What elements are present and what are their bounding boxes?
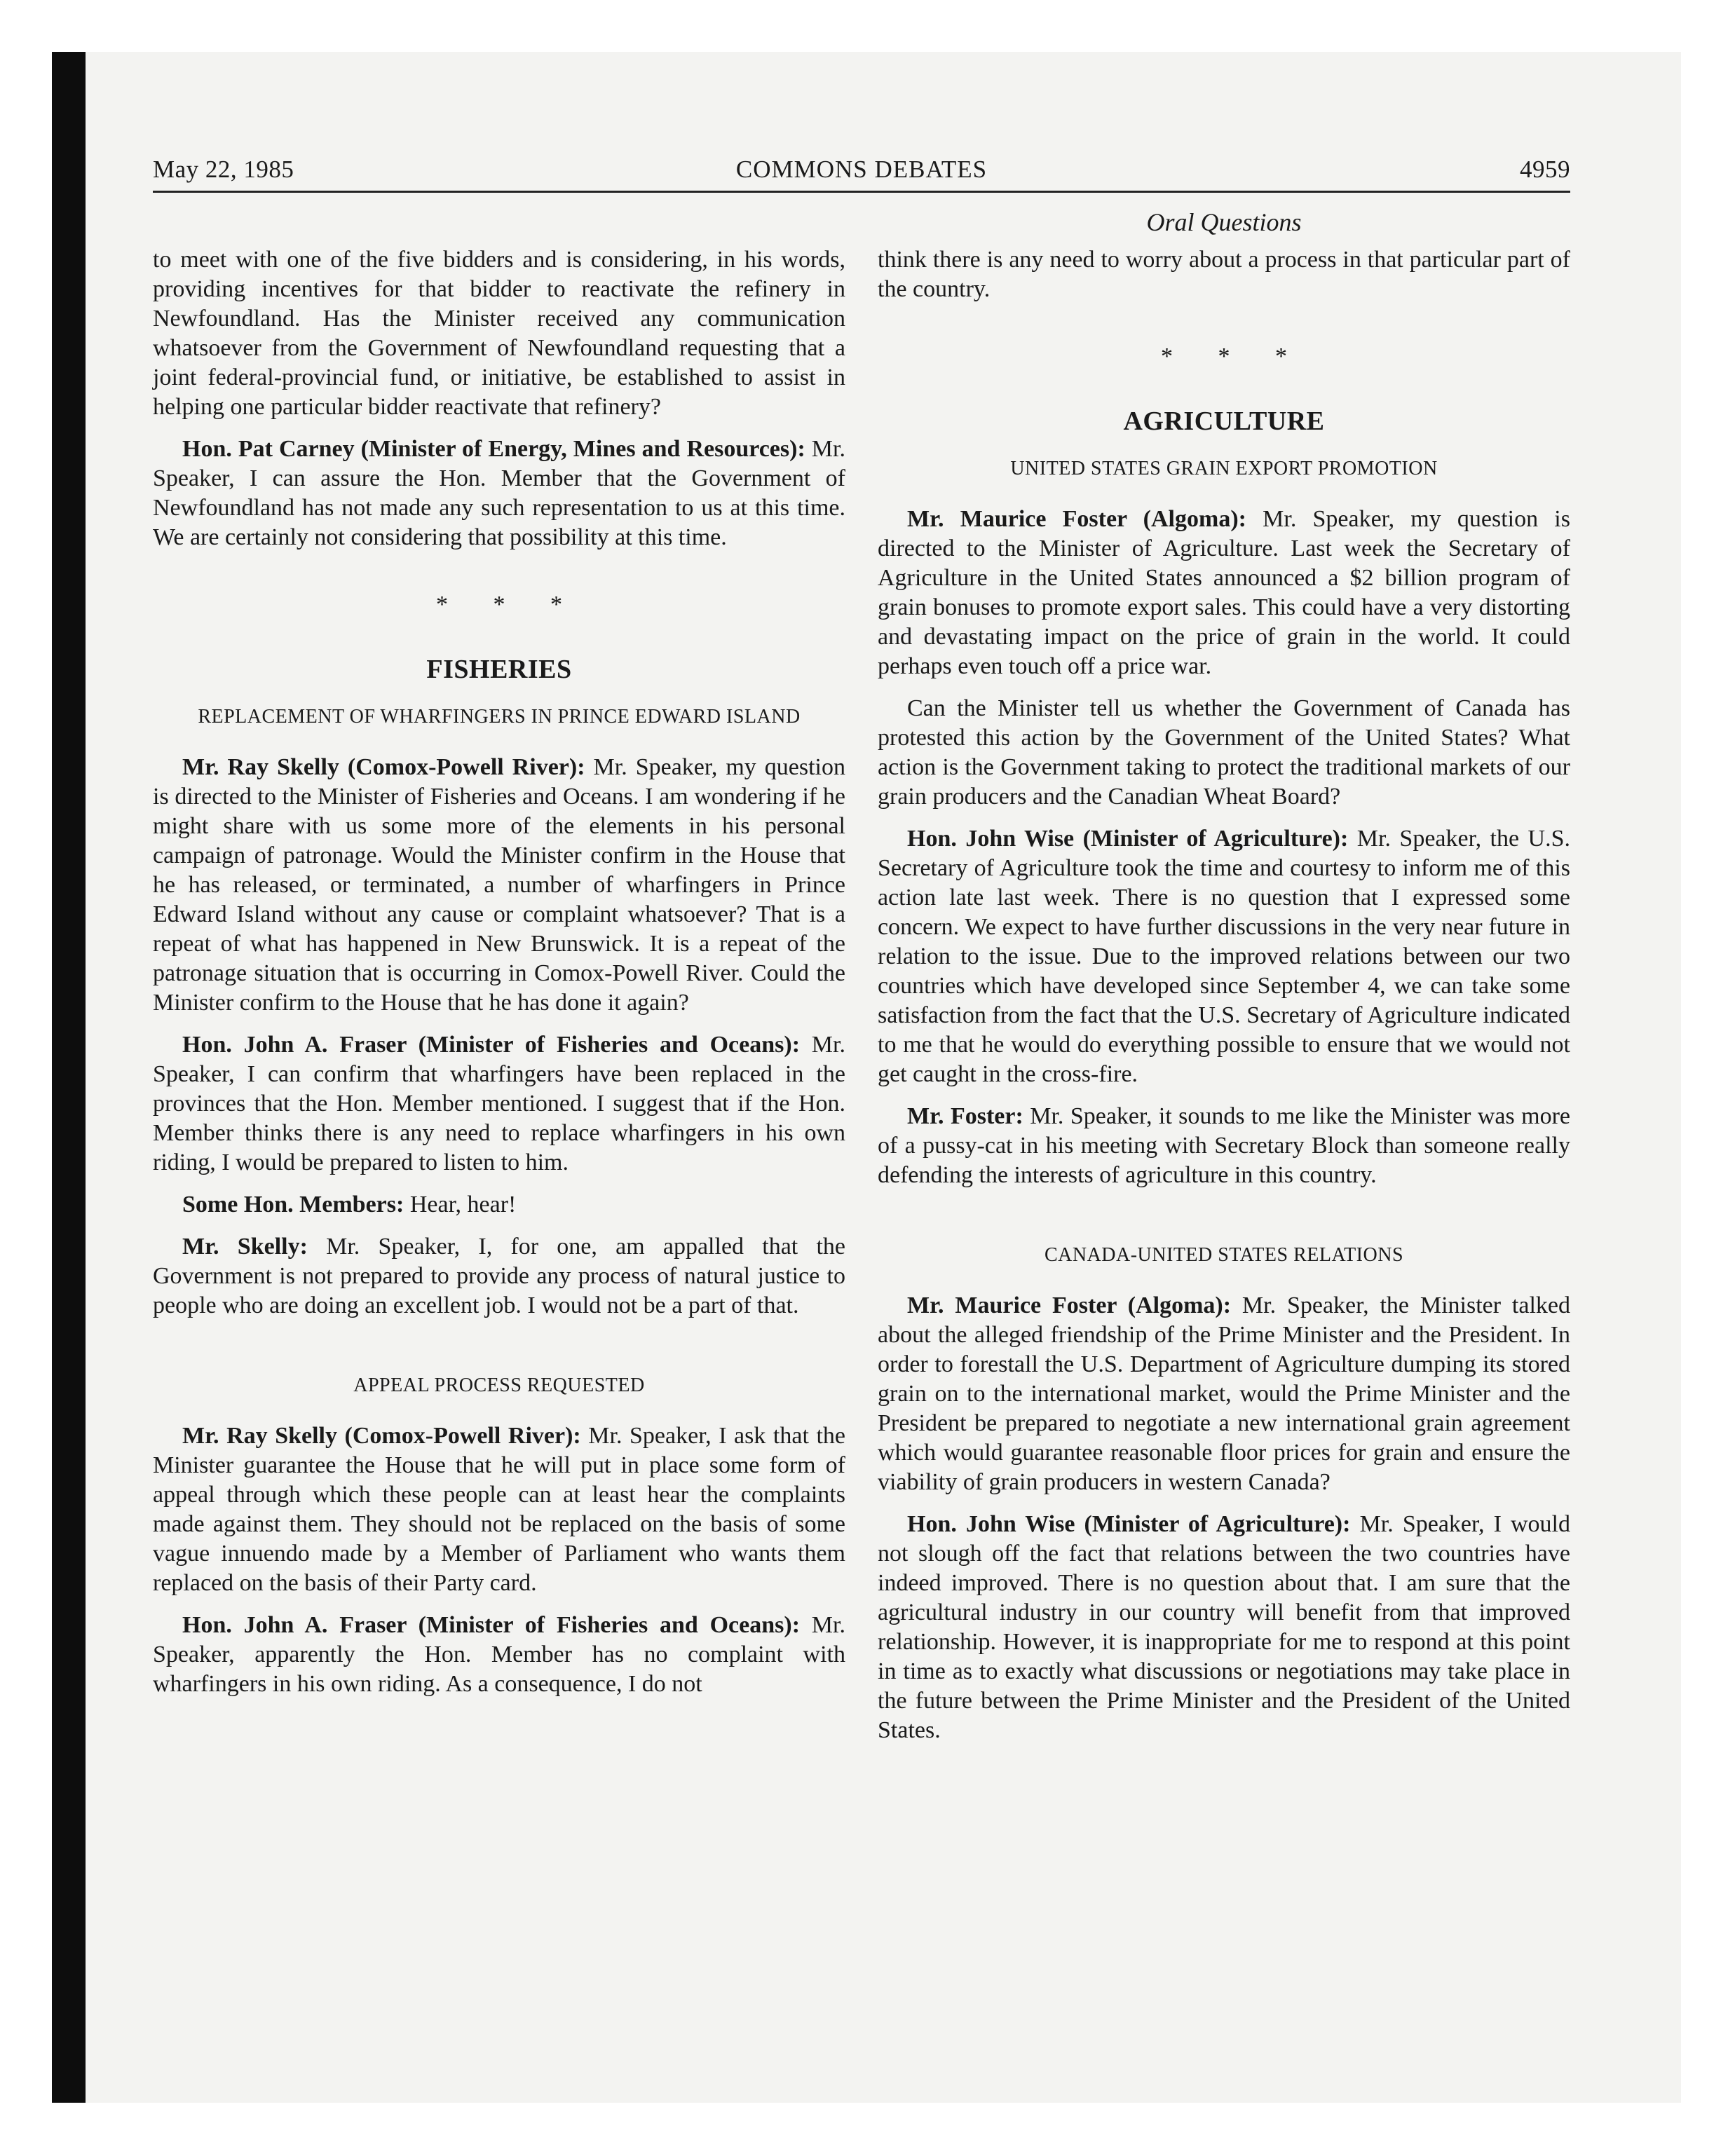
paragraph bbox=[153, 1030, 845, 1178]
right-column bbox=[878, 245, 1570, 1758]
section-separator: * * * bbox=[1161, 343, 1307, 369]
speaker-name: Mr. Ray Skelly (Comox-Powell River): bbox=[182, 1423, 581, 1449]
paragraph: Can the Minister tell us whether the Government of Canada has protested this action by the Government of the United States? What action is the Government taking to protect the traditional markets of our grain producers and the Canadian Wheat Board? bbox=[878, 695, 1570, 810]
speech-text: Mr. Speaker, I ask that the Minister guarantee the House that he will put in place some form of appeal through which these people can at least hear the complaints made against them. They should not be replaced on the basis of some vague innuendo made by a Member of Parliament who wants them replaced on the basis of their Party card. bbox=[153, 1423, 845, 1596]
section-heading: AGRICULTURE bbox=[1123, 407, 1325, 436]
left-column bbox=[153, 245, 845, 1712]
paragraph bbox=[153, 1421, 845, 1598]
page-header bbox=[153, 156, 1570, 193]
speaker-name: Hon. John A. Fraser (Minister of Fisheries and Oceans): bbox=[182, 1032, 801, 1058]
paragraph bbox=[878, 824, 1570, 1089]
scan-edge-bar bbox=[52, 52, 86, 2103]
header-date: May 22, 1985 bbox=[153, 156, 294, 183]
paragraph bbox=[878, 505, 1570, 681]
paragraph: think there is any need to worry about a process in that particular part of the country. bbox=[878, 247, 1570, 302]
running-head: Oral Questions bbox=[1146, 208, 1302, 236]
speaker-name: Hon. John Wise (Minister of Agriculture): bbox=[907, 826, 1349, 852]
speech-text: Mr. Speaker, the U.S. Secretary of Agriculture took the time and courtesy to inform me of this action late last week. There is no question that I expressed some concern. We expect to have further discussions in the very near future in relation to the issue. Due to the improved relations between our two countries which have developed since September 4, we can take some satisfaction from the fact that the U.S. Secretary of Agriculture indicated to me that he would do everything possible to ensure that we would not get caught in the cross-fire. bbox=[878, 826, 1570, 1087]
speech-text: Mr. Speaker, my question is directed to the Minister of Agriculture. Last week the Secretary of Agriculture in the United States announced a $2 billion program of grain bonuses to promote export sales. This could have a very distorting and devastating impact on the price of grain in the world. It could perhaps even touch off a price war. bbox=[878, 506, 1570, 679]
speech-text: Mr. Speaker, I can assure the Hon. Member that the Government of Newfoundland has not made any such representation to us at this time. We are certainly not considering that possibility at this time. bbox=[153, 436, 845, 550]
paragraph bbox=[153, 1611, 845, 1699]
paragraph bbox=[153, 1190, 845, 1220]
subsection-heading: REPLACEMENT OF WHARFINGERS IN PRINCE EDWARD ISLAND bbox=[198, 706, 801, 728]
paragraph: to meet with one of the five bidders and is considering, in his words, providing incentives for that bidder to reactivate the refinery in Newfoundland. Has the Minister received any communication whatsoever from the Government of Newfoundland requesting that a joint federal-provincial fund, or initiative, be established to assist in helping one particular bidder reactivate that refinery? bbox=[153, 247, 845, 420]
paragraph bbox=[878, 1102, 1570, 1190]
speech-text: Mr. Speaker, my question is directed to the Minister of Fisheries and Oceans. I am wondering if he might share with us some more of the elements in his personal campaign of patronage. Would the Minister confirm in the House that he has released, or terminated, a number of wharfingers in Prince Edward Island without any cause or complaint whatsoever? That is a repeat of what has happened in New Brunswick. It is a repeat of the patronage situation that is occurring in Comox-Powell River. Could the Minister confirm to the House that he has done it again? bbox=[153, 754, 845, 1016]
speaker-name: Mr. Skelly: bbox=[182, 1234, 308, 1260]
speaker-name: Some Hon. Members: bbox=[182, 1192, 404, 1217]
speech-text: Mr. Speaker, apparently the Hon. Member has no complaint with wharfingers in his own riding. As a consequence, I do not bbox=[153, 1612, 845, 1697]
speaker-name: Hon. Pat Carney (Minister of Energy, Mines and Resources): bbox=[182, 436, 805, 462]
speaker-name: Hon. John Wise (Minister of Agriculture): bbox=[907, 1511, 1351, 1537]
speech-text: Mr. Speaker, I, for one, am appalled that the Government is not prepared to provide any process of natural justice to people who are doing an excellent job. I would not be a part of that. bbox=[153, 1234, 845, 1318]
subsection-heading: APPEAL PROCESS REQUESTED bbox=[353, 1374, 645, 1396]
speaker-name: Mr. Foster: bbox=[907, 1103, 1023, 1129]
section-heading: FISHERIES bbox=[426, 655, 572, 684]
subsection-heading: CANADA-UNITED STATES RELATIONS bbox=[1044, 1244, 1404, 1266]
speaker-name: Mr. Maurice Foster (Algoma): bbox=[907, 1292, 1232, 1318]
paragraph bbox=[153, 1232, 845, 1321]
speaker-name: Mr. Maurice Foster (Algoma): bbox=[907, 506, 1246, 532]
speech-text: Mr. Speaker, the Minister talked about the alleged friendship of the Prime Minister and the President. In order to forestall the U.S. Department of Agriculture dumping its stored grain on to the international market, would the Prime Minister and the President be prepared to negotiate a new international grain agreement which would guarantee reasonable floor prices for grain and ensure the viability of grain producers in western Canada? bbox=[878, 1292, 1570, 1495]
paragraph bbox=[878, 1291, 1570, 1497]
subsection-heading: UNITED STATES GRAIN EXPORT PROMOTION bbox=[1010, 458, 1438, 479]
speech-text: Hear, hear! bbox=[404, 1192, 517, 1217]
paragraph bbox=[153, 753, 845, 1018]
speech-text: Mr. Speaker, I can confirm that wharfingers have been replaced in the provinces that the Hon. Member mentioned. I suggest that if the Hon. Member thinks there is any need to replace wharfingers in his own riding, I would be prepared to listen to him. bbox=[153, 1032, 845, 1175]
speech-text: Mr. Speaker, I would not slough off the fact that relations between the two countries have indeed improved. There is no question about that. I am sure that the agricultural industry in our country will benefit from that improved relationship. However, it is inappropriate for me to respond at this point in time as to exactly what discussions or negotiations may take place in the future between the Prime Minister and the President of the United States. bbox=[878, 1511, 1570, 1743]
speech-text: Mr. Speaker, it sounds to me like the Minister was more of a pussy-cat in his meeting with Secretary Block than someone really defending the interests of agriculture in this country. bbox=[878, 1103, 1570, 1188]
paragraph bbox=[878, 1510, 1570, 1745]
header-page-number: 4959 bbox=[1520, 156, 1570, 183]
section-separator: * * * bbox=[436, 592, 582, 618]
speaker-name: Mr. Ray Skelly (Comox-Powell River): bbox=[182, 754, 585, 780]
speaker-name: Hon. John A. Fraser (Minister of Fisheries and Oceans): bbox=[182, 1612, 801, 1638]
paragraph bbox=[153, 435, 845, 552]
header-title: COMMONS DEBATES bbox=[735, 156, 988, 183]
